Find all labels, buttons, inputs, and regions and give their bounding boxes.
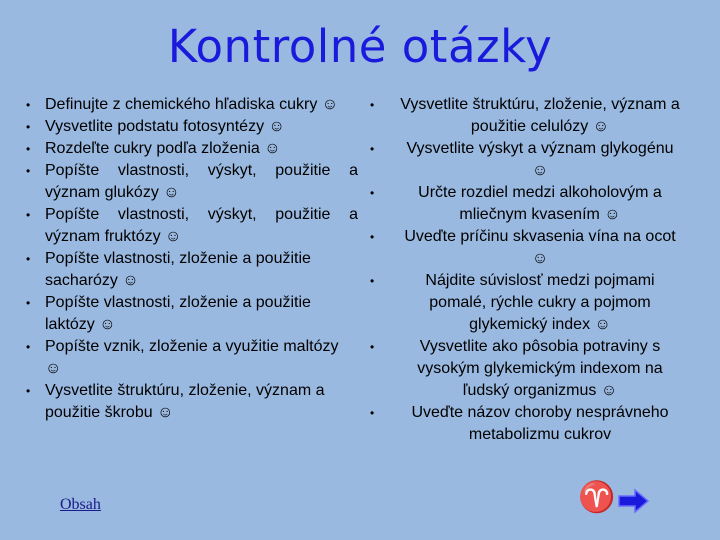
back-symbol-icon[interactable]: ♈ — [578, 480, 616, 515]
bullet-icon: • — [370, 340, 375, 354]
contents-link[interactable]: Obsah — [60, 496, 101, 513]
page-title: Kontrolné otázky — [167, 20, 553, 73]
question-text: Vysvetlite výskyt a význam glykogénu ☺ — [406, 140, 674, 179]
next-arrow-icon[interactable] — [618, 488, 650, 519]
bullet-icon: • — [370, 142, 375, 156]
bullet-icon: • — [26, 98, 31, 112]
list-item — [18, 292, 358, 336]
questions-right-column — [370, 94, 680, 446]
question-text: Určte rozdiel medzi alkoholovým a mliečnym kvasením ☺ — [418, 184, 662, 223]
bullet-icon: • — [370, 98, 375, 112]
list-item — [370, 336, 680, 402]
question-text: Vysvetlite štruktúru, zloženie, význam a použitie škrobu ☺ — [45, 382, 325, 421]
list-item — [18, 204, 358, 248]
bullet-icon: • — [370, 406, 375, 420]
question-text: Popíšte vznik, zloženie a využitie maltózy ☺ — [45, 338, 339, 377]
list-item — [18, 94, 358, 116]
list-item — [18, 380, 358, 424]
question-text: Vysvetlite podstatu fotosyntézy ☺ — [45, 118, 285, 135]
bullet-icon: • — [26, 164, 31, 178]
question-text: Nájdite súvislosť medzi pojmami pomalé, rýchle cukry a pojmom glykemický index ☺ — [425, 272, 655, 333]
list-item — [370, 270, 680, 336]
arrow-right-icon — [618, 488, 650, 514]
list-item — [370, 402, 680, 446]
bullet-icon: • — [26, 384, 31, 398]
bullet-icon: • — [26, 208, 31, 222]
question-text: Definujte z chemického hľadiska cukry ☺ — [45, 96, 339, 113]
bullet-icon: • — [370, 186, 375, 200]
question-text: Popíšte vlastnosti, výskyt, použitie a význam fruktózy ☺ — [45, 206, 358, 245]
bullet-icon: • — [26, 296, 31, 310]
bullet-icon: • — [370, 274, 375, 288]
question-text: Popíšte vlastnosti, zloženie a použitie sacharózy ☺ — [45, 250, 311, 289]
list-item — [18, 116, 358, 138]
question-text: Vysvetlite štruktúru, zloženie, význam a použitie celulózy ☺ — [400, 96, 680, 135]
bullet-icon: • — [26, 252, 31, 266]
bullet-icon: • — [26, 340, 31, 354]
questions-left-column — [18, 94, 358, 424]
question-text: Uveďte príčinu skvasenia vína na ocot ☺ — [404, 228, 676, 267]
bullet-icon: • — [26, 120, 31, 134]
question-text: Rozdeľte cukry podľa zloženia ☺ — [45, 140, 281, 157]
bullet-icon: • — [370, 230, 375, 244]
list-item — [370, 226, 680, 270]
list-item — [18, 336, 358, 380]
question-text: Popíšte vlastnosti, výskyt, použitie a význam glukózy ☺ — [45, 162, 358, 201]
list-item — [18, 160, 358, 204]
question-text: Popíšte vlastnosti, zloženie a použitie laktózy ☺ — [45, 294, 311, 333]
list-item — [370, 182, 680, 226]
list-item — [18, 138, 358, 160]
list-item — [370, 138, 680, 182]
bullet-icon: • — [26, 142, 31, 156]
question-text: Uveďte názov choroby nesprávneho metabolizmu cukrov — [411, 404, 669, 443]
list-item — [370, 94, 680, 138]
list-item — [18, 248, 358, 292]
question-text: Vysvetlite ako pôsobia potraviny s vysokým glykemickým indexom na ľudský organizmus ☺ — [417, 338, 663, 399]
